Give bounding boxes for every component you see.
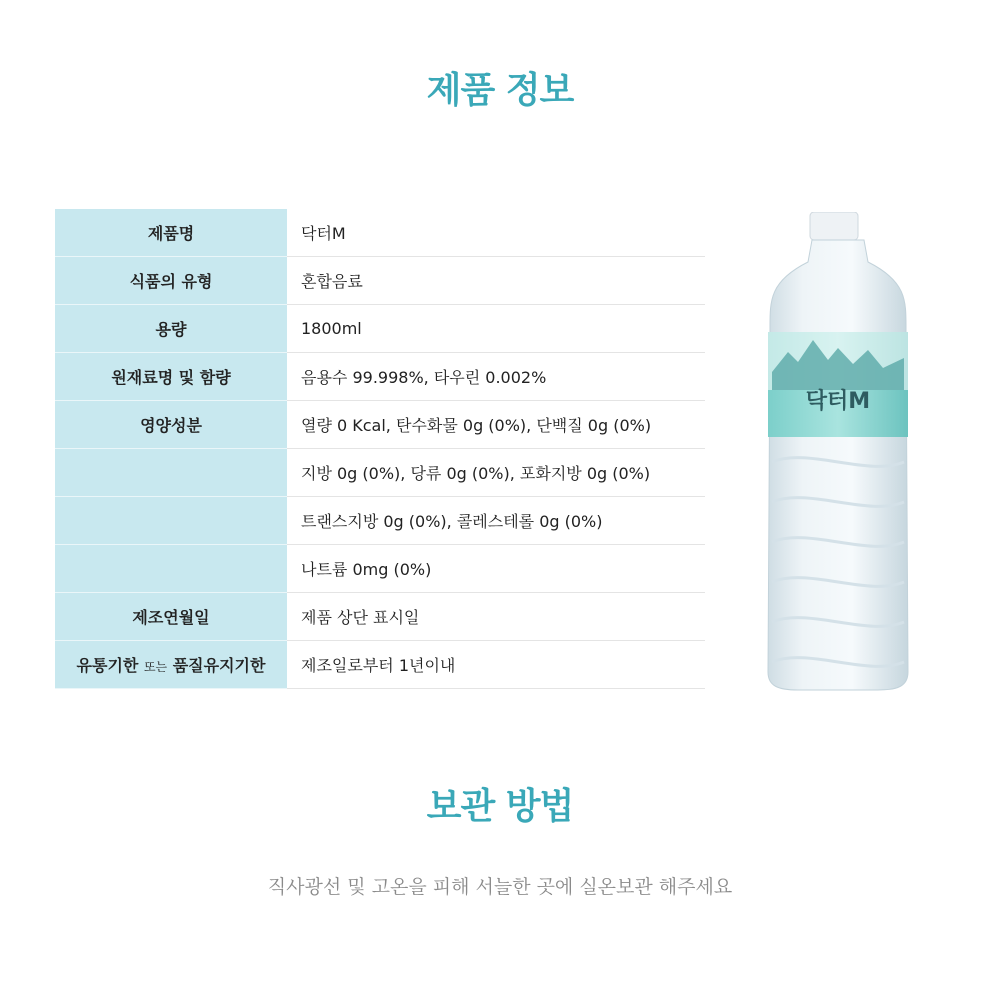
table-key: 용량 bbox=[55, 305, 287, 353]
table-row bbox=[55, 449, 705, 497]
table-key bbox=[55, 545, 287, 593]
bottle-brand-text: 닥터M bbox=[805, 389, 871, 414]
table-value: 음용수 99.998%, 타우린 0.002% bbox=[287, 353, 705, 401]
table-key: 제조연월일 bbox=[55, 593, 287, 641]
table-value: 혼합음료 bbox=[287, 257, 705, 305]
table-value: 1800ml bbox=[287, 305, 705, 353]
table-row bbox=[55, 305, 705, 353]
table-row bbox=[55, 641, 705, 689]
table-key bbox=[55, 449, 287, 497]
table-row bbox=[55, 545, 705, 593]
table-row bbox=[55, 401, 705, 449]
table-key: 영양성분 bbox=[55, 401, 287, 449]
key-part: 품질유지기한 bbox=[167, 656, 266, 675]
section-title-storage: 보관 방법 bbox=[426, 786, 574, 827]
table-row bbox=[55, 593, 705, 641]
table-key bbox=[55, 497, 287, 545]
storage-instructions: 직사광선 및 고온을 피해 서늘한 곳에 실온보관 해주세요 bbox=[267, 876, 733, 898]
table-value: 제조일로부터 1년이내 bbox=[287, 641, 705, 689]
table-value: 트랜스지방 0g (0%), 콜레스테롤 0g (0%) bbox=[287, 497, 705, 545]
table-row bbox=[55, 209, 705, 257]
table-row bbox=[55, 353, 705, 401]
water-bottle-image bbox=[758, 212, 918, 694]
product-info-table bbox=[55, 209, 705, 689]
table-row bbox=[55, 257, 705, 305]
table-value: 나트륨 0mg (0%) bbox=[287, 545, 705, 593]
table-key: 식품의 유형 bbox=[55, 257, 287, 305]
bottle-cap bbox=[810, 212, 858, 240]
table-value: 열량 0 Kcal, 탄수화물 0g (0%), 단백질 0g (0%) bbox=[287, 401, 705, 449]
key-small: 또는 bbox=[143, 660, 168, 674]
table-value: 닥터M bbox=[287, 209, 705, 257]
table-key: 원재료명 및 함량 bbox=[55, 353, 287, 401]
table-key: 제품명 bbox=[55, 209, 287, 257]
key-part: 유통기한 bbox=[76, 656, 144, 675]
table-row bbox=[55, 497, 705, 545]
section-title-product-info: 제품 정보 bbox=[426, 70, 574, 111]
table-value: 지방 0g (0%), 당류 0g (0%), 포화지방 0g (0%) bbox=[287, 449, 705, 497]
table-value: 제품 상단 표시일 bbox=[287, 593, 705, 641]
table-key bbox=[55, 641, 287, 689]
